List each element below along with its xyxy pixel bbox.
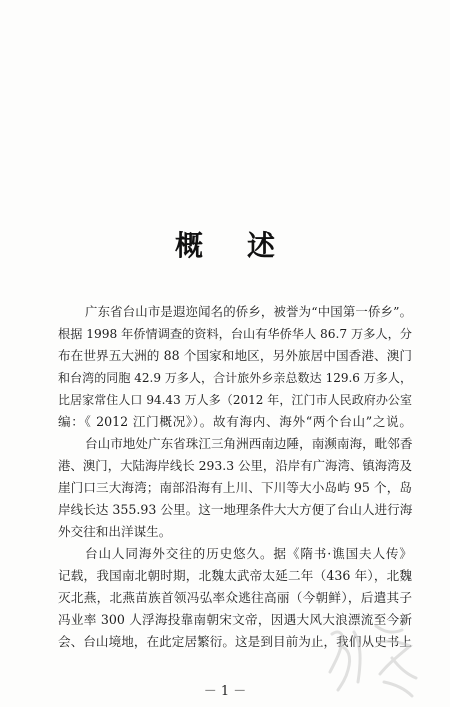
paragraph	[58, 543, 412, 653]
page-number: － 1 －	[203, 684, 247, 699]
text-line: 冯业率 300 人浮海投靠南朝宋文帝，因遇大风大浪漂流至今新	[58, 612, 412, 627]
text-line: 灭北燕，北燕苗族首领冯弘率众逃往高丽（今朝鲜），后遣其子	[58, 590, 412, 605]
text-line: 台山人同海外交往的历史悠久。据《隋书·谯国夫人传》	[85, 546, 412, 561]
text-line: 广东省台山市是遐迩闻名的侨乡，被誉为“中国第一侨乡”。	[85, 304, 412, 319]
text-line: 港、澳门，大陆海岸线长 293.3 公里，沿岸有广海湾、镇海湾及	[58, 458, 412, 473]
paragraph	[58, 301, 412, 433]
text-line: 外交往和出洋谋生。	[58, 524, 172, 539]
body-text	[58, 301, 412, 653]
text-line: 根据 1998 年侨情调查的资料，台山有华侨华人 86.7 万多人，分	[58, 327, 412, 341]
text-line: 和台湾的同胞 42.9 万多人，合计旅外乡亲总数达 129.6 万多人，	[58, 371, 412, 385]
paragraph	[58, 433, 412, 543]
chapter-title: 概 述	[174, 229, 283, 262]
text-line: 记载，我国南北朝时期，北魏太武帝太延二年（436 年），北魏	[58, 568, 412, 583]
text-line: 布在世界五大洲的 88 个国家和地区，另外旅居中国香港、澳门	[58, 348, 412, 363]
text-line: 比居家常住人口 94.43 万人多（2012 年，江门市人民政府办公室	[58, 393, 412, 407]
text-line: 编：《 2012 江门概况》）。故有海内、海外“两个台山”之说。	[58, 414, 412, 429]
text-line: 台山市地处广东省珠江三角洲西南边陲，南濒南海，毗邻香	[85, 436, 413, 451]
text-line: 岸线长达 355.93 公里。这一地理条件大大方便了台山人进行海	[58, 502, 413, 517]
text-line: 崖门口三大海湾；南部沿海有上川、下川等大小岛屿 95 个，岛	[58, 480, 412, 495]
text-line: 会、台山境地，在此定居繁衍。这是到目前为止，我们从史书上	[58, 634, 412, 649]
